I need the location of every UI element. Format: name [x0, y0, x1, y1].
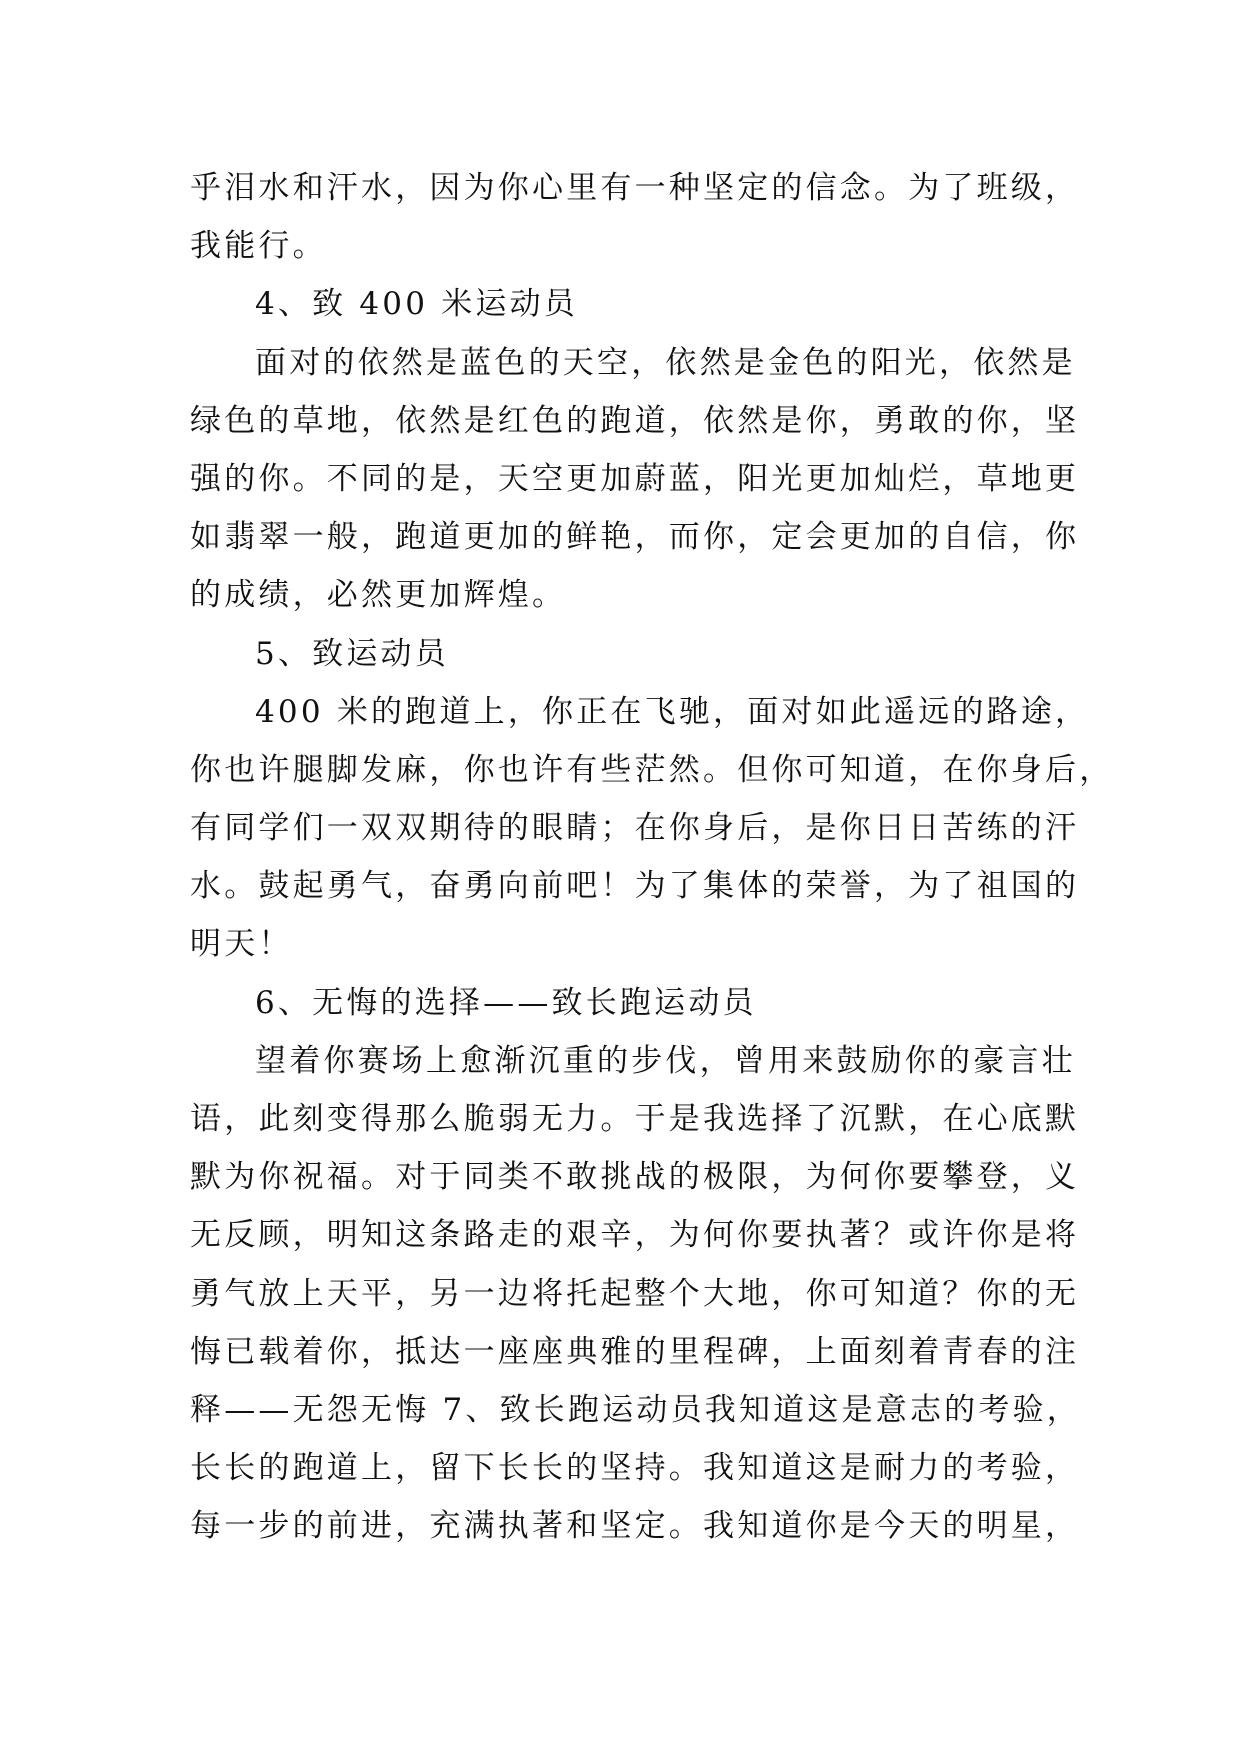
text-line: 语，此刻变得那么脆弱无力。于是我选择了沉默，在心底默: [190, 1101, 1080, 1137]
text-line: 强的你。不同的是，天空更加蔚蓝，阳光更加灿烂，草地更: [190, 460, 1080, 497]
text-line: 望着你赛场上愈渐沉重的步伐，曾用来鼓励你的豪言壮: [255, 1042, 1076, 1079]
text-line: 明天！: [190, 926, 293, 963]
section-heading: 4、致 400 米运动员: [255, 286, 578, 323]
text-line: 长长的跑道上，留下长长的坚持。我知道这是耐力的考验，: [190, 1450, 1080, 1487]
text-line: 每一步的前进，充满执著和坚定。我知道你是今天的明星，: [190, 1508, 1080, 1545]
text-line: 我能行。: [190, 228, 327, 265]
section-heading: 5、致运动员: [255, 635, 449, 672]
text-line: 水。鼓起勇气，奋勇向前吧！为了集体的荣誉，为了祖国的: [190, 868, 1080, 905]
text-line: 有同学们一双双期待的眼睛；在你身后，是你日日苦练的汗: [190, 810, 1080, 847]
text-line: 乎泪水和汗水，因为你心里有一种坚定的信念。为了班级，: [190, 170, 1080, 206]
text-line: 默为你祝福。对于同类不敢挑战的极限，为何你要攀登，义: [190, 1159, 1080, 1196]
text-line: 绿色的草地，依然是红色的跑道，依然是你，勇敢的你，坚: [190, 402, 1080, 439]
text-line: 悔已载着你，抵达一座座典雅的里程碑，上面刻着青春的注: [190, 1333, 1080, 1370]
text-line: 400 米的跑道上，你正在飞驰，面对如此遥远的路途，: [255, 693, 1090, 730]
text-line: 面对的依然是蓝色的天空，依然是金色的阳光，依然是: [255, 344, 1076, 381]
text-line: 如翡翠一般，跑道更加的鲜艳，而你，定会更加的自信，你: [190, 519, 1080, 556]
text-line: 无反顾，明知这条路走的艰辛，为何你要执著？或许你是将: [190, 1217, 1080, 1254]
text-line: 你也许腿脚发麻，你也许有些茫然。但你可知道，在你身后，: [190, 751, 1114, 788]
document-body: [190, 159, 1114, 1556]
text-line: 勇气放上天平，另一边将托起整个大地，你可知道？你的无: [190, 1275, 1080, 1312]
text-line: 释——无怨无悔 7、致长跑运动员我知道这是意志的考验，: [190, 1391, 1081, 1428]
section-heading: 6、无悔的选择——致长跑运动员: [255, 984, 757, 1021]
text-line: 的成绩，必然更加辉煌。: [190, 577, 567, 614]
